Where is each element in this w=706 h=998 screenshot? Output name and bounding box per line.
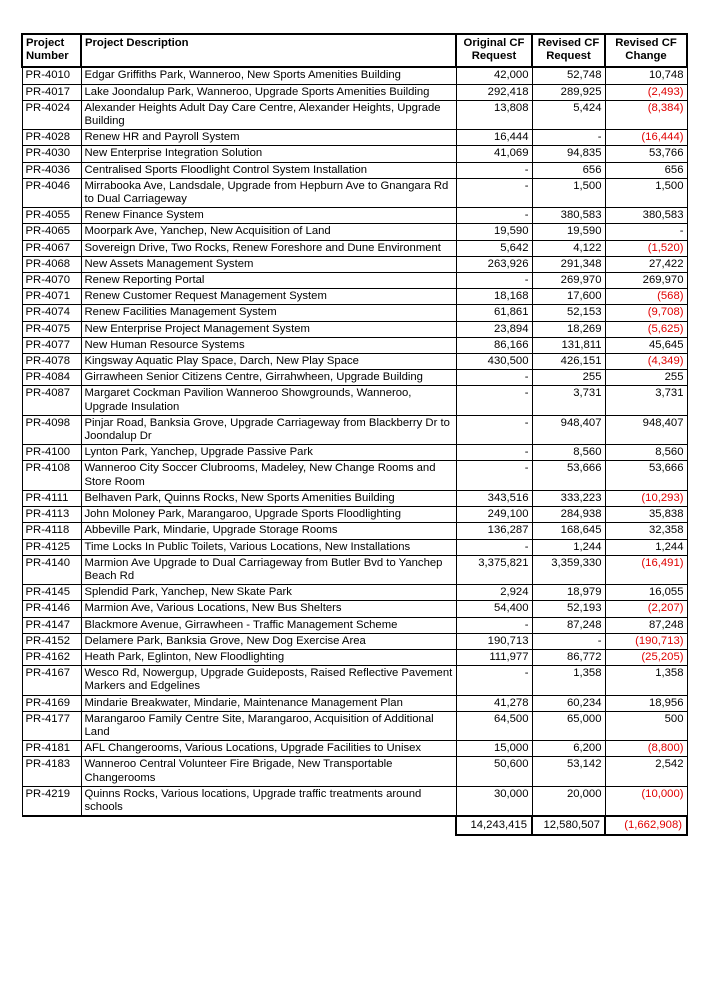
revised-cf-cell: 6,200	[532, 741, 605, 757]
table-row	[22, 461, 687, 490]
table-row	[22, 224, 687, 240]
project-number-cell: PR-4181	[22, 741, 81, 757]
revised-cf-cell: 380,583	[532, 208, 605, 224]
table-row	[22, 321, 687, 337]
table-row	[22, 445, 687, 461]
project-number-cell: PR-4075	[22, 321, 81, 337]
original-cf-cell: -	[456, 273, 532, 289]
change-cf-cell: (10,293)	[605, 490, 687, 506]
project-number-cell: PR-4010	[22, 67, 81, 84]
table-row	[22, 305, 687, 321]
project-description-cell: Marmion Ave Upgrade to Dual Carriageway from Butler Bvd to Yanchep Beach Rd	[81, 555, 456, 584]
project-description-cell: Kingsway Aquatic Play Space, Darch, New Play Space	[81, 354, 456, 370]
project-number-cell: PR-4036	[22, 162, 81, 178]
change-cf-cell: 53,666	[605, 461, 687, 490]
project-description-cell: Renew Reporting Portal	[81, 273, 456, 289]
revised-cf-cell: 53,142	[532, 757, 605, 786]
project-number-cell: PR-4067	[22, 240, 81, 256]
revised-cf-cell: 52,193	[532, 601, 605, 617]
original-cf-cell: 190,713	[456, 633, 532, 649]
change-cf-cell: (16,444)	[605, 130, 687, 146]
original-cf-cell: -	[456, 370, 532, 386]
project-description-cell: Marmion Ave, Various Locations, New Bus Shelters	[81, 601, 456, 617]
original-cf-cell: 41,069	[456, 146, 532, 162]
revised-cf-cell: 94,835	[532, 146, 605, 162]
project-description-cell: John Moloney Park, Marangaroo, Upgrade Sports Floodlighting	[81, 507, 456, 523]
change-cf-cell: 45,645	[605, 337, 687, 353]
project-description-cell: Lake Joondalup Park, Wanneroo, Upgrade Sports Amenities Building	[81, 84, 456, 100]
change-cf-cell: 87,248	[605, 617, 687, 633]
original-cf-cell: 5,642	[456, 240, 532, 256]
change-cf-cell: 255	[605, 370, 687, 386]
change-cf-cell: 3,731	[605, 386, 687, 415]
change-cf-cell: (8,384)	[605, 100, 687, 129]
change-cf-cell: -	[605, 224, 687, 240]
total-change: (1,662,908)	[605, 816, 687, 835]
revised-cf-cell: 656	[532, 162, 605, 178]
project-number-cell: PR-4071	[22, 289, 81, 305]
original-cf-cell: 54,400	[456, 601, 532, 617]
original-cf-cell: -	[456, 178, 532, 207]
project-description-cell: Pinjar Road, Banksia Grove, Upgrade Carriageway from Blackberry Dr to Joondalup Dr	[81, 415, 456, 444]
project-number-cell: PR-4084	[22, 370, 81, 386]
project-number-cell: PR-4028	[22, 130, 81, 146]
project-description-cell: AFL Changerooms, Various Locations, Upgrade Facilities to Unisex	[81, 741, 456, 757]
project-number-cell: PR-4219	[22, 786, 81, 816]
project-number-cell: PR-4152	[22, 633, 81, 649]
table-row	[22, 617, 687, 633]
project-description-cell: Centralised Sports Floodlight Control System Installation	[81, 162, 456, 178]
table-row	[22, 130, 687, 146]
revised-cf-cell: 1,244	[532, 539, 605, 555]
project-number-cell: PR-4070	[22, 273, 81, 289]
original-cf-cell: 86,166	[456, 337, 532, 353]
header-revised-cf-request: Revised CF Request	[532, 34, 605, 67]
revised-cf-cell: 18,979	[532, 585, 605, 601]
total-original: 14,243,415	[456, 816, 532, 835]
revised-cf-cell: 269,970	[532, 273, 605, 289]
table-row	[22, 711, 687, 740]
original-cf-cell: 2,924	[456, 585, 532, 601]
project-description-cell: Mindarie Breakwater, Mindarie, Maintenance Management Plan	[81, 695, 456, 711]
table-row	[22, 337, 687, 353]
revised-cf-cell: 284,938	[532, 507, 605, 523]
project-description-cell: Moorpark Ave, Yanchep, New Acquisition of Land	[81, 224, 456, 240]
original-cf-cell: -	[456, 666, 532, 695]
table-row	[22, 786, 687, 816]
table-row	[22, 273, 687, 289]
revised-cf-cell: 948,407	[532, 415, 605, 444]
project-number-cell: PR-4087	[22, 386, 81, 415]
project-number-cell: PR-4162	[22, 649, 81, 665]
project-number-cell: PR-4113	[22, 507, 81, 523]
table-row	[22, 695, 687, 711]
change-cf-cell: 18,956	[605, 695, 687, 711]
change-cf-cell: 27,422	[605, 256, 687, 272]
project-description-cell: Edgar Griffiths Park, Wanneroo, New Sports Amenities Building	[81, 67, 456, 84]
table-totals	[22, 816, 687, 835]
revised-cf-cell: 5,424	[532, 100, 605, 129]
original-cf-cell: -	[456, 445, 532, 461]
change-cf-cell: 16,055	[605, 585, 687, 601]
project-description-cell: Wanneroo City Soccer Clubrooms, Madeley, New Change Rooms and Store Room	[81, 461, 456, 490]
change-cf-cell: (2,493)	[605, 84, 687, 100]
table-row	[22, 146, 687, 162]
project-description-cell: New Human Resource Systems	[81, 337, 456, 353]
project-description-cell: Quinns Rocks, Various locations, Upgrade traffic treatments around schools	[81, 786, 456, 816]
table-row	[22, 666, 687, 695]
project-description-cell: Belhaven Park, Quinns Rocks, New Sports Amenities Building	[81, 490, 456, 506]
revised-cf-cell: 17,600	[532, 289, 605, 305]
revised-cf-cell: 3,731	[532, 386, 605, 415]
change-cf-cell: 8,560	[605, 445, 687, 461]
project-number-cell: PR-4118	[22, 523, 81, 539]
revised-cf-cell: 52,748	[532, 67, 605, 84]
original-cf-cell: 41,278	[456, 695, 532, 711]
project-description-cell: Time Locks In Public Toilets, Various Locations, New Installations	[81, 539, 456, 555]
revised-cf-cell: 53,666	[532, 461, 605, 490]
project-number-cell: PR-4098	[22, 415, 81, 444]
revised-cf-cell: 3,359,330	[532, 555, 605, 584]
change-cf-cell: (190,713)	[605, 633, 687, 649]
header-project-number: Project Number	[22, 34, 81, 67]
original-cf-cell: 50,600	[456, 757, 532, 786]
project-number-cell: PR-4046	[22, 178, 81, 207]
original-cf-cell: 263,926	[456, 256, 532, 272]
project-number-cell: PR-4125	[22, 539, 81, 555]
table-row	[22, 507, 687, 523]
revised-cf-cell: 333,223	[532, 490, 605, 506]
revised-cf-cell: -	[532, 130, 605, 146]
project-number-cell: PR-4183	[22, 757, 81, 786]
change-cf-cell: 1,358	[605, 666, 687, 695]
change-cf-cell: (25,205)	[605, 649, 687, 665]
table-row	[22, 256, 687, 272]
header-original-cf-request: Original CF Request	[456, 34, 532, 67]
totals-spacer	[81, 816, 456, 835]
original-cf-cell: 64,500	[456, 711, 532, 740]
project-number-cell: PR-4055	[22, 208, 81, 224]
table-row	[22, 585, 687, 601]
change-cf-cell: 32,358	[605, 523, 687, 539]
project-number-cell: PR-4030	[22, 146, 81, 162]
table-row	[22, 178, 687, 207]
table-row	[22, 386, 687, 415]
change-cf-cell: 500	[605, 711, 687, 740]
original-cf-cell: -	[456, 162, 532, 178]
project-number-cell: PR-4065	[22, 224, 81, 240]
project-number-cell: PR-4147	[22, 617, 81, 633]
revised-cf-cell: 131,811	[532, 337, 605, 353]
original-cf-cell: 430,500	[456, 354, 532, 370]
project-description-cell: Wanneroo Central Volunteer Fire Brigade, New Transportable Changerooms	[81, 757, 456, 786]
original-cf-cell: 19,590	[456, 224, 532, 240]
revised-cf-cell: 289,925	[532, 84, 605, 100]
change-cf-cell: (9,708)	[605, 305, 687, 321]
change-cf-cell: (10,000)	[605, 786, 687, 816]
revised-cf-cell: 65,000	[532, 711, 605, 740]
table-row	[22, 162, 687, 178]
header-revised-cf-change: Revised CF Change	[605, 34, 687, 67]
revised-cf-cell: 1,358	[532, 666, 605, 695]
project-description-cell: Renew HR and Payroll System	[81, 130, 456, 146]
original-cf-cell: 136,287	[456, 523, 532, 539]
original-cf-cell: 3,375,821	[456, 555, 532, 584]
original-cf-cell: -	[456, 617, 532, 633]
project-description-cell: Girrawheen Senior Citizens Centre, Girrahwheen, Upgrade Building	[81, 370, 456, 386]
table-row	[22, 354, 687, 370]
project-description-cell: Delamere Park, Banksia Grove, New Dog Exercise Area	[81, 633, 456, 649]
change-cf-cell: 948,407	[605, 415, 687, 444]
project-number-cell: PR-4108	[22, 461, 81, 490]
original-cf-cell: -	[456, 386, 532, 415]
revised-cf-cell: 426,151	[532, 354, 605, 370]
table-row	[22, 757, 687, 786]
project-number-cell: PR-4078	[22, 354, 81, 370]
change-cf-cell: (5,625)	[605, 321, 687, 337]
table-row	[22, 240, 687, 256]
project-number-cell: PR-4111	[22, 490, 81, 506]
project-number-cell: PR-4074	[22, 305, 81, 321]
original-cf-cell: 15,000	[456, 741, 532, 757]
project-number-cell: PR-4140	[22, 555, 81, 584]
table-row	[22, 601, 687, 617]
project-number-cell: PR-4167	[22, 666, 81, 695]
header-project-description: Project Description	[81, 34, 456, 67]
project-description-cell: Renew Customer Request Management System	[81, 289, 456, 305]
project-number-cell: PR-4017	[22, 84, 81, 100]
original-cf-cell: 16,444	[456, 130, 532, 146]
original-cf-cell: 13,808	[456, 100, 532, 129]
cf-request-table	[21, 33, 688, 836]
table-row	[22, 490, 687, 506]
table-row	[22, 100, 687, 129]
project-description-cell: Lynton Park, Yanchep, Upgrade Passive Park	[81, 445, 456, 461]
project-number-cell: PR-4145	[22, 585, 81, 601]
table-row	[22, 84, 687, 100]
revised-cf-cell: 86,772	[532, 649, 605, 665]
revised-cf-cell: 168,645	[532, 523, 605, 539]
table-row	[22, 208, 687, 224]
revised-cf-cell: 60,234	[532, 695, 605, 711]
project-number-cell: PR-4100	[22, 445, 81, 461]
project-description-cell: Marangaroo Family Centre Site, Marangaroo, Acquisition of Additional Land	[81, 711, 456, 740]
project-description-cell: Alexander Heights Adult Day Care Centre, Alexander Heights, Upgrade Building	[81, 100, 456, 129]
table-row	[22, 67, 687, 84]
change-cf-cell: (8,800)	[605, 741, 687, 757]
revised-cf-cell: 1,500	[532, 178, 605, 207]
change-cf-cell: 1,500	[605, 178, 687, 207]
project-description-cell: New Assets Management System	[81, 256, 456, 272]
original-cf-cell: 23,894	[456, 321, 532, 337]
change-cf-cell: (1,520)	[605, 240, 687, 256]
change-cf-cell: 1,244	[605, 539, 687, 555]
revised-cf-cell: 8,560	[532, 445, 605, 461]
change-cf-cell: (2,207)	[605, 601, 687, 617]
change-cf-cell: (16,491)	[605, 555, 687, 584]
table-row	[22, 523, 687, 539]
original-cf-cell: 42,000	[456, 67, 532, 84]
project-description-cell: Heath Park, Eglinton, New Floodlighting	[81, 649, 456, 665]
revised-cf-cell: 4,122	[532, 240, 605, 256]
project-description-cell: Renew Finance System	[81, 208, 456, 224]
project-number-cell: PR-4077	[22, 337, 81, 353]
project-description-cell: Blackmore Avenue, Girrawheen - Traffic Management Scheme	[81, 617, 456, 633]
project-description-cell: Wesco Rd, Nowergup, Upgrade Guideposts, Raised Reflective Pavement Markers and Edgelines	[81, 666, 456, 695]
original-cf-cell: 111,977	[456, 649, 532, 665]
revised-cf-cell: 19,590	[532, 224, 605, 240]
project-description-cell: Splendid Park, Yanchep, New Skate Park	[81, 585, 456, 601]
totals-spacer	[22, 816, 81, 835]
table-row	[22, 370, 687, 386]
project-description-cell: New Enterprise Project Management System	[81, 321, 456, 337]
project-number-cell: PR-4068	[22, 256, 81, 272]
original-cf-cell: 343,516	[456, 490, 532, 506]
table-row	[22, 539, 687, 555]
project-description-cell: Margaret Cockman Pavilion Wanneroo Showgrounds, Wanneroo, Upgrade Insulation	[81, 386, 456, 415]
change-cf-cell: (4,349)	[605, 354, 687, 370]
table-header	[22, 34, 687, 67]
revised-cf-cell: -	[532, 633, 605, 649]
total-revised: 12,580,507	[532, 816, 605, 835]
revised-cf-cell: 18,269	[532, 321, 605, 337]
change-cf-cell: 269,970	[605, 273, 687, 289]
revised-cf-cell: 52,153	[532, 305, 605, 321]
project-number-cell: PR-4146	[22, 601, 81, 617]
change-cf-cell: (568)	[605, 289, 687, 305]
project-number-cell: PR-4024	[22, 100, 81, 129]
project-description-cell: Renew Facilities Management System	[81, 305, 456, 321]
change-cf-cell: 656	[605, 162, 687, 178]
change-cf-cell: 35,838	[605, 507, 687, 523]
revised-cf-cell: 255	[532, 370, 605, 386]
project-description-cell: New Enterprise Integration Solution	[81, 146, 456, 162]
original-cf-cell: -	[456, 539, 532, 555]
table-row	[22, 415, 687, 444]
original-cf-cell: 249,100	[456, 507, 532, 523]
revised-cf-cell: 87,248	[532, 617, 605, 633]
table-row	[22, 633, 687, 649]
original-cf-cell: -	[456, 461, 532, 490]
table-row	[22, 555, 687, 584]
table-row	[22, 289, 687, 305]
change-cf-cell: 53,766	[605, 146, 687, 162]
original-cf-cell: 18,168	[456, 289, 532, 305]
project-description-cell: Mirrabooka Ave, Landsdale, Upgrade from Hepburn Ave to Gnangara Rd to Dual Carriageway	[81, 178, 456, 207]
table-row	[22, 649, 687, 665]
change-cf-cell: 10,748	[605, 67, 687, 84]
revised-cf-cell: 291,348	[532, 256, 605, 272]
project-description-cell: Sovereign Drive, Two Rocks, Renew Foreshore and Dune Environment	[81, 240, 456, 256]
project-number-cell: PR-4169	[22, 695, 81, 711]
project-description-cell: Abbeville Park, Mindarie, Upgrade Storage Rooms	[81, 523, 456, 539]
change-cf-cell: 2,542	[605, 757, 687, 786]
table-body	[22, 67, 687, 816]
change-cf-cell: 380,583	[605, 208, 687, 224]
original-cf-cell: -	[456, 415, 532, 444]
original-cf-cell: 61,861	[456, 305, 532, 321]
original-cf-cell: -	[456, 208, 532, 224]
project-number-cell: PR-4177	[22, 711, 81, 740]
table-row	[22, 741, 687, 757]
revised-cf-cell: 20,000	[532, 786, 605, 816]
original-cf-cell: 30,000	[456, 786, 532, 816]
original-cf-cell: 292,418	[456, 84, 532, 100]
